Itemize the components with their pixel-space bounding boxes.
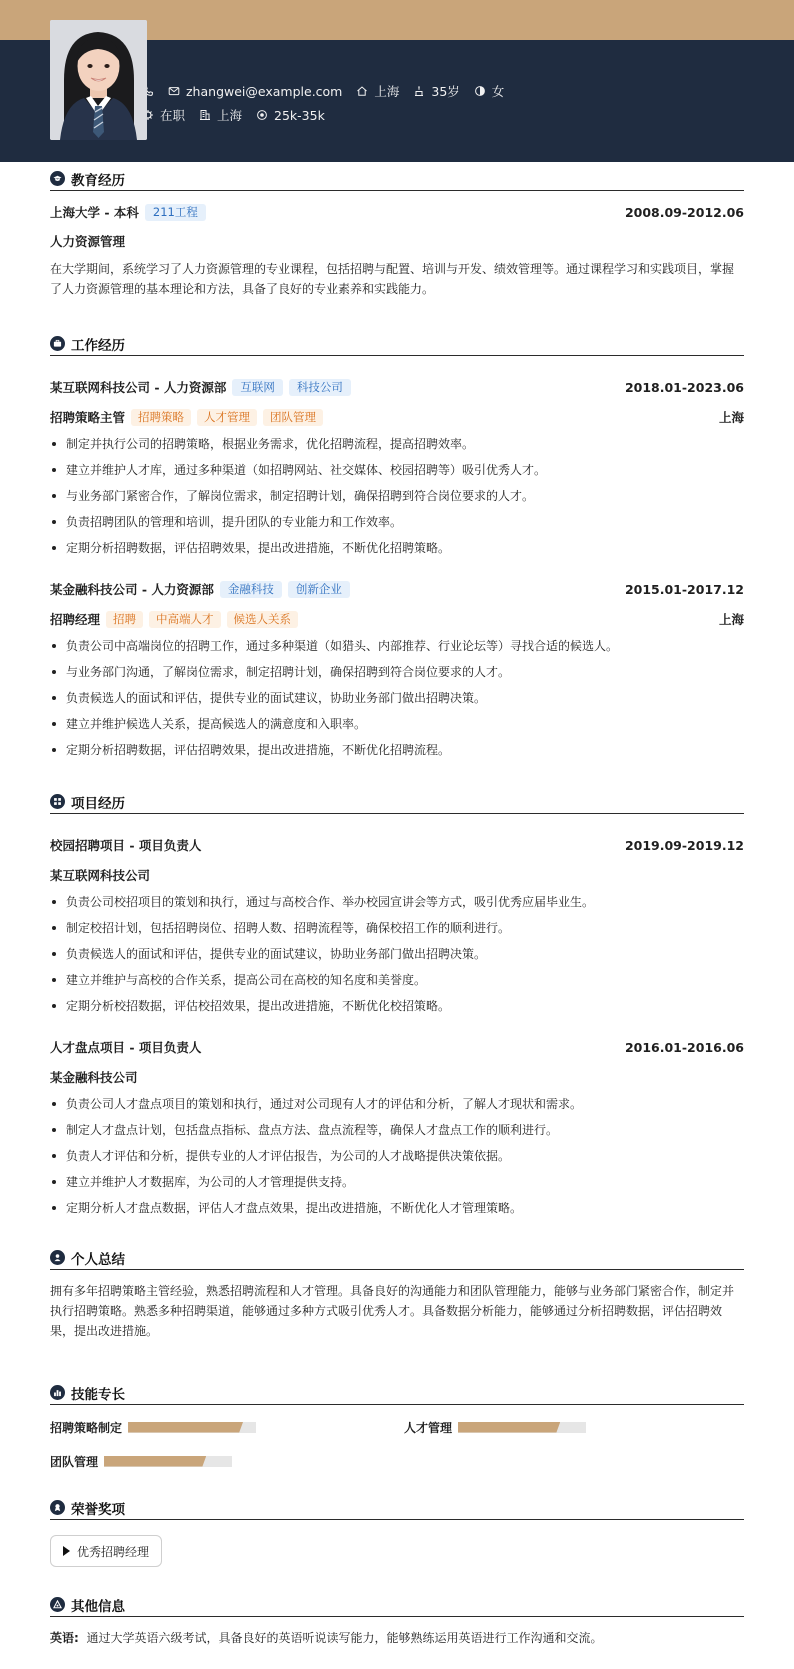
education-row bbox=[50, 201, 744, 223]
awards-heading bbox=[50, 1498, 744, 1520]
other-line bbox=[50, 1628, 744, 1648]
list-item: 定期分析校招数据，评估校招效果，提出改进措施，不断优化校招策略。 bbox=[50, 993, 744, 1019]
bar-chart-icon bbox=[50, 1385, 65, 1400]
job-company: 某互联网科技公司 - 人力资源部 bbox=[50, 380, 227, 395]
education-title: 教育经历 bbox=[71, 172, 125, 189]
list-item: 负责候选人的面试和评估，提供专业的面试建议，协助业务部门做出招聘决策。 bbox=[50, 685, 744, 711]
summary-title: 个人总结 bbox=[71, 1251, 125, 1268]
project-header bbox=[50, 834, 744, 856]
skill-level-fill bbox=[458, 1422, 560, 1433]
list-item: 建立并维护人才库，通过多种渠道（如招聘网站、社交媒体、校园招聘等）吸引优秀人才。 bbox=[50, 457, 744, 483]
project-name: 校园招聘项目 - 项目负责人 bbox=[50, 838, 202, 853]
other-title: 其他信息 bbox=[71, 1598, 125, 1615]
work-heading bbox=[50, 334, 744, 356]
list-item: 定期分析人才盘点数据，评估人才盘点效果，提出改进措施，不断优化人才管理策略。 bbox=[50, 1195, 744, 1221]
info-icon bbox=[50, 1597, 65, 1612]
list-item: 与业务部门沟通，了解岗位需求，制定招聘计划，确保招聘到符合岗位要求的人才。 bbox=[50, 659, 744, 685]
job-skill-tag: 候选人关系 bbox=[227, 611, 299, 628]
briefcase-icon bbox=[50, 336, 65, 351]
job-1 bbox=[50, 376, 744, 561]
award-badge bbox=[50, 1535, 162, 1567]
skills-heading bbox=[50, 1383, 744, 1405]
target-icon bbox=[256, 109, 268, 121]
school-tag: 211工程 bbox=[145, 204, 206, 221]
list-item: 制定并执行公司的招聘策略，根据业务需求，优化招聘流程，提高招聘效率。 bbox=[50, 431, 744, 457]
list-item: 负责公司人才盘点项目的策划和执行，通过对公司现有人才的评估和分析，了解人才现状和需求。 bbox=[50, 1091, 744, 1117]
projects-heading bbox=[50, 792, 744, 814]
status-text: 在职 bbox=[160, 108, 186, 123]
projects-title: 项目经历 bbox=[71, 795, 125, 812]
award-icon bbox=[50, 1500, 65, 1515]
gender-text: 女 bbox=[491, 84, 505, 99]
skills-section bbox=[50, 1383, 744, 1478]
job-skill-tag: 招聘策略 bbox=[131, 409, 191, 426]
job-header bbox=[50, 578, 744, 600]
project-company-row bbox=[50, 864, 744, 886]
projects-section bbox=[50, 792, 744, 814]
project-1 bbox=[50, 834, 744, 1019]
salary-text: 25k-35k bbox=[274, 107, 325, 123]
list-item: 负责候选人的面试和评估，提供专业的面试建议，协助业务部门做出招聘决策。 bbox=[50, 941, 744, 967]
skill-level-fill bbox=[128, 1422, 243, 1433]
skill-bar bbox=[128, 1422, 256, 1433]
job-skill-tag: 中高端人才 bbox=[149, 611, 221, 628]
summary-section bbox=[50, 1248, 744, 1341]
summary-heading bbox=[50, 1248, 744, 1270]
job-bullets bbox=[50, 633, 744, 763]
project-header bbox=[50, 1036, 744, 1058]
location-text: 上海 bbox=[374, 84, 400, 99]
list-item: 负责人才评估和分析，提供专业的人才评估报告，为公司的人才战略提供决策依据。 bbox=[50, 1143, 744, 1169]
project-2 bbox=[50, 1036, 744, 1221]
job-date: 2018.01-2023.06 bbox=[624, 379, 744, 395]
job-2 bbox=[50, 578, 744, 763]
job-tag: 创新企业 bbox=[288, 581, 350, 598]
salary-item bbox=[256, 108, 325, 123]
job-tag: 金融科技 bbox=[220, 581, 282, 598]
list-item: 负责招聘团队的管理和培训，提升团队的专业能力和工作效率。 bbox=[50, 509, 744, 535]
job-header bbox=[50, 376, 744, 398]
job-position-row bbox=[50, 406, 744, 428]
email-item[interactable] bbox=[168, 84, 342, 99]
project-company: 某金融科技公司 bbox=[50, 1070, 138, 1085]
awards-section bbox=[50, 1498, 744, 1567]
project-date: 2016.01-2016.06 bbox=[624, 1039, 744, 1055]
building-icon bbox=[199, 109, 211, 121]
list-item: 负责公司校招项目的策划和执行，通过与高校合作、举办校园宣讲会等方式，吸引优秀应届毕业生。 bbox=[50, 889, 744, 915]
education-heading bbox=[50, 169, 744, 191]
user-icon bbox=[50, 1250, 65, 1265]
award-label: 优秀招聘经理 bbox=[77, 1544, 150, 1559]
job-position: 招聘经理 bbox=[50, 612, 101, 627]
grid-icon bbox=[50, 794, 65, 809]
avatar bbox=[50, 20, 147, 140]
work-section bbox=[50, 334, 744, 356]
education-section bbox=[50, 169, 744, 299]
other-label: 英语: bbox=[50, 1631, 79, 1645]
project-date: 2019.09-2019.12 bbox=[624, 837, 744, 853]
location-item bbox=[356, 82, 399, 100]
list-item: 建立并维护候选人关系，提高候选人的满意度和入职率。 bbox=[50, 711, 744, 737]
project-name: 人才盘点项目 - 项目负责人 bbox=[50, 1040, 202, 1055]
job-tag: 互联网 bbox=[232, 379, 283, 396]
graduation-cap-icon bbox=[50, 171, 65, 186]
list-item: 与业务部门紧密合作，了解岗位需求，制定招聘计划，确保招聘到符合岗位要求的人才。 bbox=[50, 483, 744, 509]
skill-level-fill bbox=[104, 1456, 206, 1467]
job-skill-tag: 招聘 bbox=[106, 611, 143, 628]
gender-icon bbox=[474, 85, 486, 97]
awards-title: 荣誉奖项 bbox=[71, 1501, 125, 1518]
major-name: 人力资源管理 bbox=[50, 234, 126, 249]
major-row bbox=[50, 230, 744, 252]
person-icon bbox=[413, 85, 425, 97]
city-text: 上海 bbox=[217, 108, 243, 123]
contact-row-2 bbox=[142, 106, 325, 124]
project-company: 某互联网科技公司 bbox=[50, 868, 151, 883]
job-location: 上海 bbox=[718, 410, 744, 425]
skill-item bbox=[50, 1444, 404, 1478]
list-item: 定期分析招聘数据，评估招聘效果，提出改进措施，不断优化招聘流程。 bbox=[50, 737, 744, 763]
job-bullets bbox=[50, 431, 744, 561]
other-section bbox=[50, 1595, 744, 1648]
list-item: 建立并维护人才数据库，为公司的人才管理提供支持。 bbox=[50, 1169, 744, 1195]
skill-label: 招聘策略制定 bbox=[50, 1420, 123, 1435]
education-description: 在大学期间，系统学习了人力资源管理的专业课程，包括招聘与配置、培训与开发、绩效管理等。通过课程学习和实践项目，掌握了人力资源管理的基本理论和方法，具备了良好的专业素养和实践能力。 bbox=[50, 262, 735, 296]
project-company-row bbox=[50, 1066, 744, 1088]
job-tag: 科技公司 bbox=[289, 379, 351, 396]
age-text: 35岁 bbox=[431, 84, 460, 99]
mail-icon bbox=[168, 85, 180, 97]
list-item: 制定校招计划，包括招聘岗位、招聘人数、招聘流程等，确保校招工作的顺利进行。 bbox=[50, 915, 744, 941]
job-position: 招聘策略主管 bbox=[50, 410, 126, 425]
age-item bbox=[413, 82, 459, 100]
email-text: zhangwei@example.com bbox=[186, 83, 343, 99]
skills-list bbox=[50, 1410, 744, 1478]
summary-text: 拥有多年招聘策略主管经验，熟悉招聘流程和人才管理。具备良好的沟通能力和团队管理能力，能够与业务部门紧密合作，制定并执行招聘策略。熟悉多种招聘渠道，能够通过多种方式吸引优秀人才。具备数据分析能力，能够通过分析招聘数据，评估招聘效果，提出改进措施。 bbox=[50, 1284, 735, 1338]
job-location: 上海 bbox=[718, 612, 744, 627]
list-item: 制定人才盘点计划，包括盘点指标、盘点方法、盘点流程等，确保人才盘点工作的顺利进行。 bbox=[50, 1117, 744, 1143]
skills-title: 技能专长 bbox=[71, 1386, 125, 1403]
job-date: 2015.01-2017.12 bbox=[624, 581, 744, 597]
project-bullets bbox=[50, 889, 744, 1019]
play-icon bbox=[63, 1546, 70, 1556]
list-item: 定期分析招聘数据，评估招聘效果，提出改进措施，不断优化招聘策略。 bbox=[50, 535, 744, 561]
work-title: 工作经历 bbox=[71, 337, 125, 354]
school-name: 上海大学 - 本科 bbox=[50, 205, 139, 220]
list-item: 负责公司中高端岗位的招聘工作，通过多种渠道（如猎头、内部推荐、行业论坛等）寻找合适的候选人。 bbox=[50, 633, 744, 659]
skill-item bbox=[50, 1410, 404, 1444]
project-bullets bbox=[50, 1091, 744, 1221]
list-item: 建立并维护与高校的合作关系，提高公司在高校的知名度和美誉度。 bbox=[50, 967, 744, 993]
job-position-row bbox=[50, 608, 744, 630]
skill-label: 团队管理 bbox=[50, 1454, 99, 1469]
city-item bbox=[199, 106, 242, 124]
job-skill-tag: 团队管理 bbox=[263, 409, 323, 426]
job-company: 某金融科技公司 - 人力资源部 bbox=[50, 582, 214, 597]
skill-bar bbox=[104, 1456, 232, 1467]
gender-item bbox=[474, 82, 505, 100]
home-icon bbox=[356, 85, 368, 97]
status-item bbox=[142, 106, 185, 124]
other-heading bbox=[50, 1595, 744, 1617]
skill-bar bbox=[458, 1422, 586, 1433]
skill-item bbox=[404, 1410, 744, 1444]
skill-label: 人才管理 bbox=[404, 1420, 453, 1435]
contact-row-1 bbox=[142, 82, 504, 100]
job-skill-tag: 人才管理 bbox=[197, 409, 257, 426]
education-date: 2008.09-2012.06 bbox=[624, 204, 744, 220]
other-text: 通过大学英语六级考试，具备良好的英语听说读写能力，能够熟练运用英语进行工作沟通和交流。 bbox=[86, 1631, 603, 1645]
